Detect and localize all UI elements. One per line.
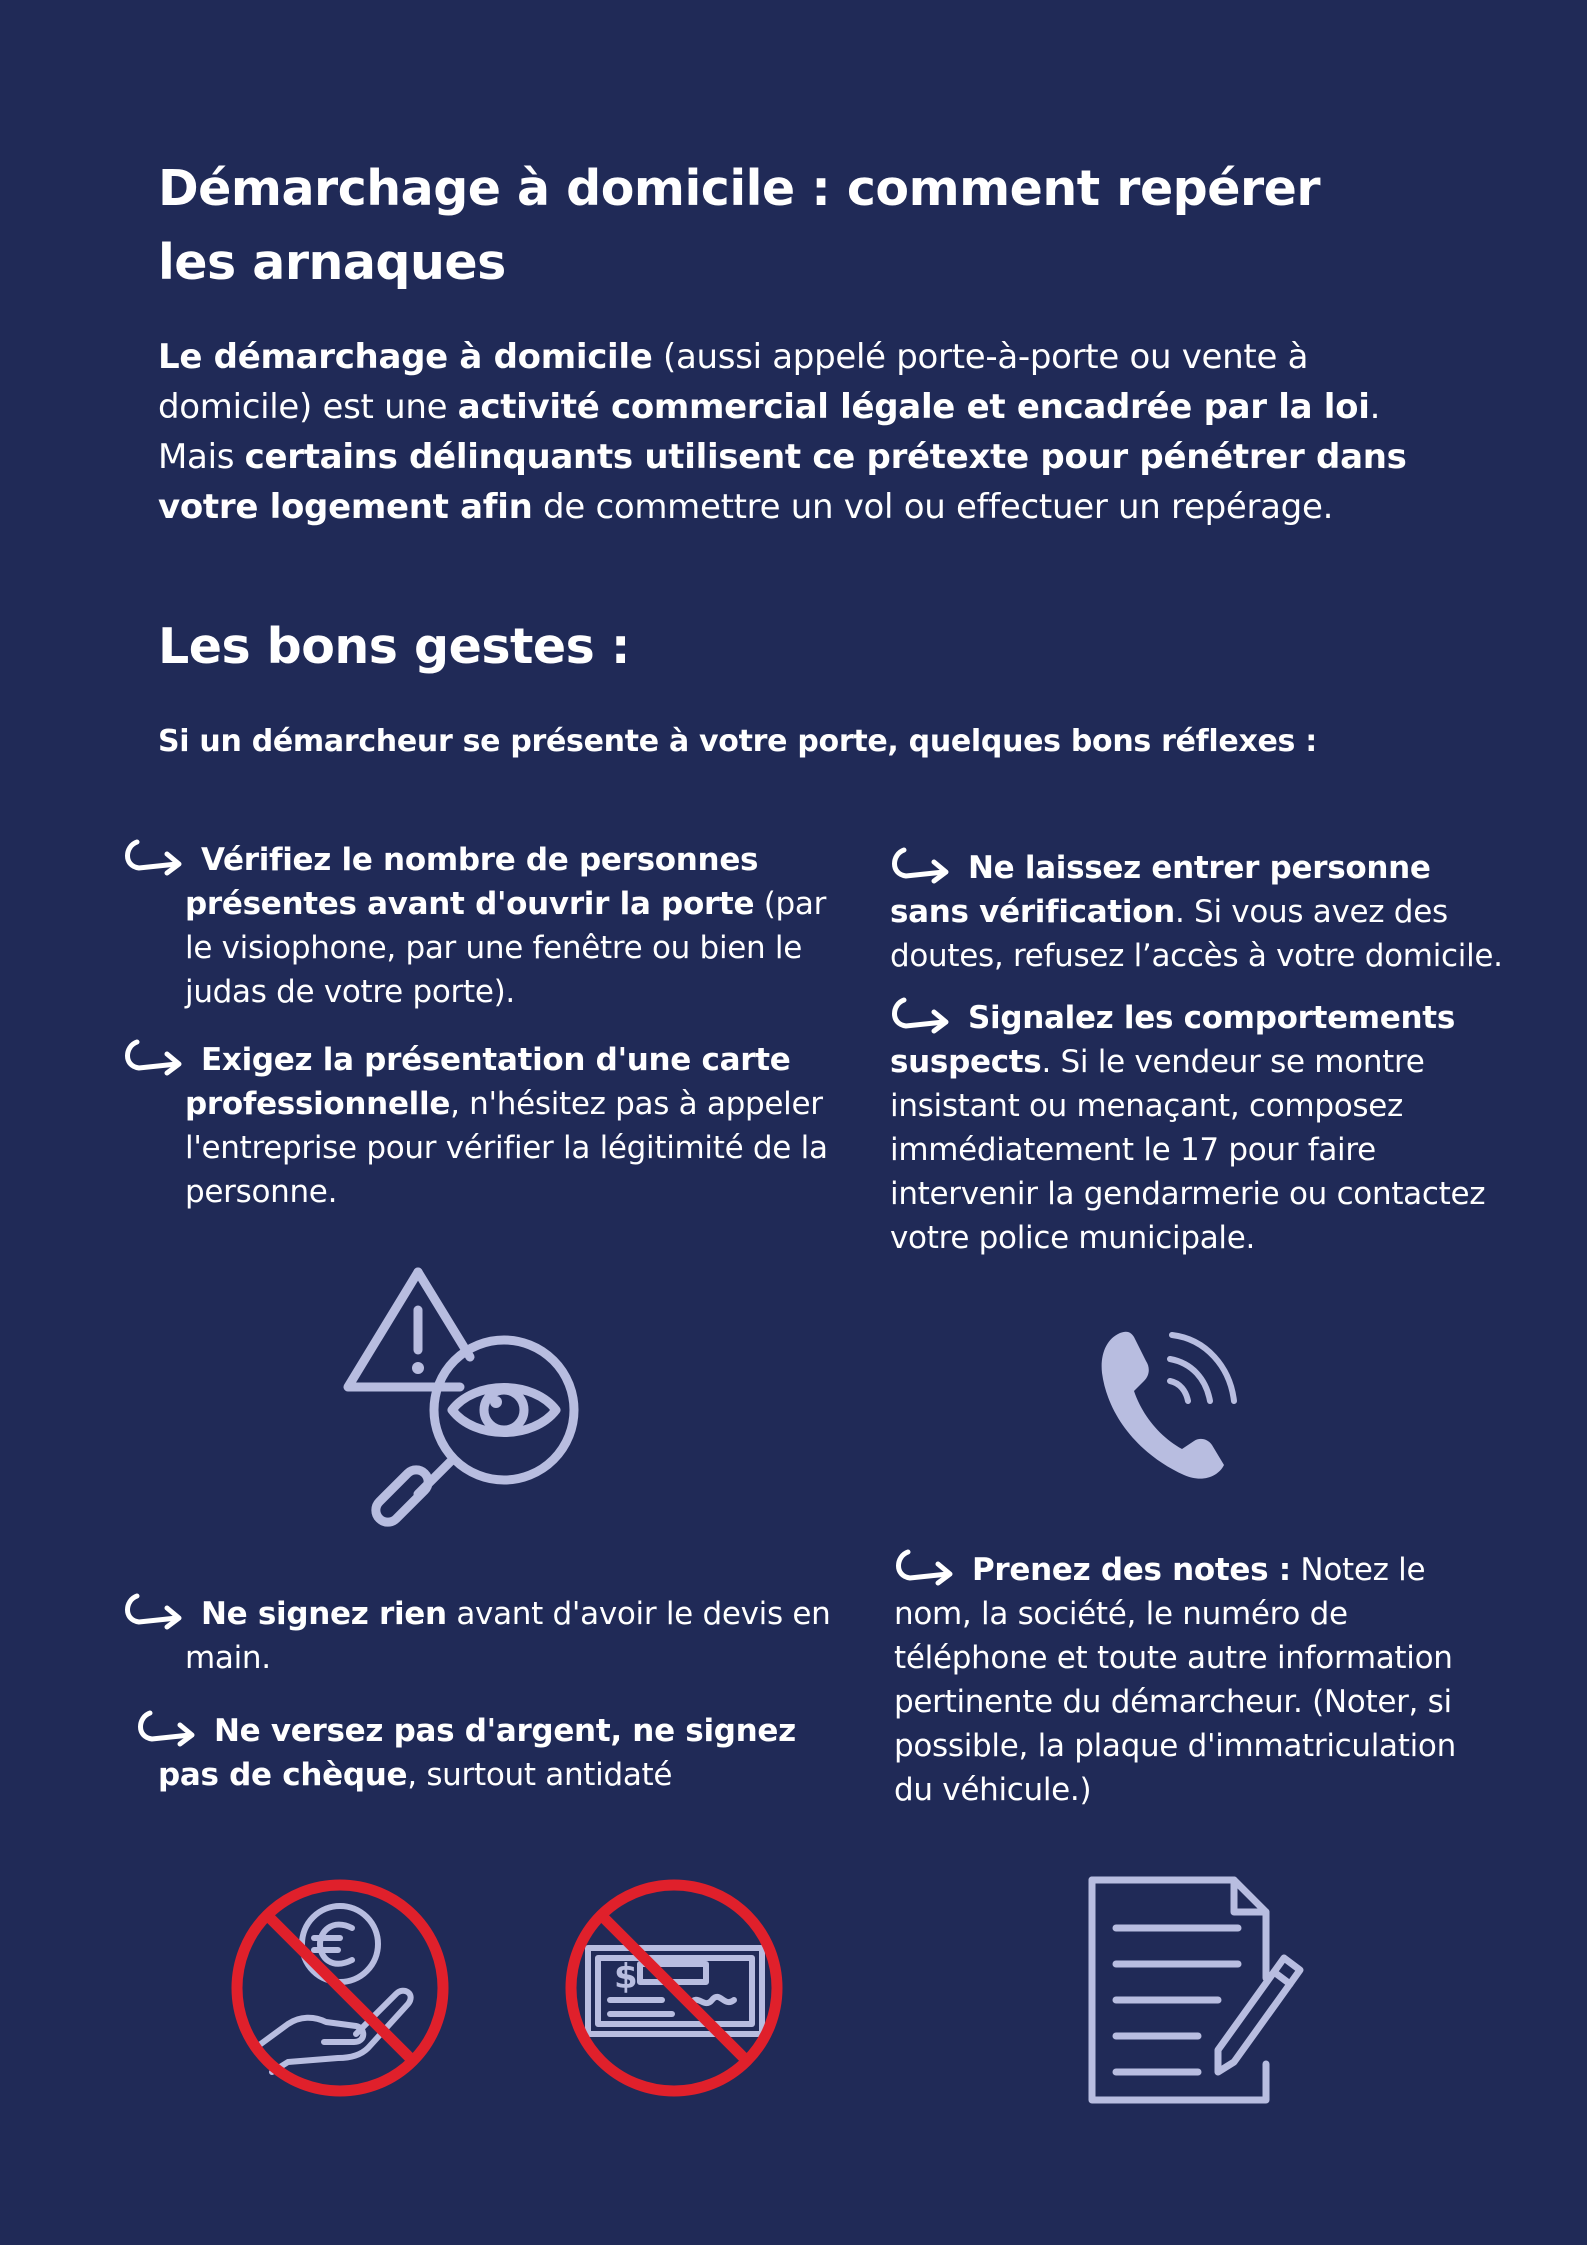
intro-text-2: . Mais bbox=[158, 387, 1381, 477]
warning-magnifier-eye-icon bbox=[340, 1262, 590, 1542]
intro-bold-2: activité commercial légale et encadrée par la loi bbox=[457, 387, 1370, 427]
intro-paragraph bbox=[158, 332, 1458, 532]
tip-sign-nothing bbox=[185, 1590, 835, 1680]
curved-arrow-icon bbox=[890, 844, 954, 884]
tip-take-notes bbox=[894, 1546, 1504, 1812]
tip-6-bold: Ne versez pas d'argent, ne signez pas de chèque bbox=[158, 1713, 796, 1793]
tip-report-suspects bbox=[890, 994, 1510, 1260]
tip-3-text: . Si vous avez des doutes, refusez l’accès à votre domicile. bbox=[890, 894, 1503, 974]
dollar-sign-icon: $ bbox=[614, 1957, 638, 1997]
tip-6-text: , surtout antidaté bbox=[407, 1757, 673, 1793]
lead-text: Si un démarcheur se présente à votre porte, quelques bons réflexes : bbox=[158, 724, 1317, 759]
tip-7-text: Notez le nom, la société, le numéro de téléphone et toute autre information pertinente du démarcheur. (Noter, si possible, la plaque d'immatriculation du véhicule.) bbox=[894, 1552, 1456, 1808]
document-pen-icon bbox=[1088, 1876, 1308, 2104]
tip-4-bold: Signalez les comportements suspects bbox=[890, 1000, 1455, 1080]
curved-arrow-icon bbox=[136, 1707, 200, 1747]
phone-ringing-icon bbox=[1098, 1325, 1248, 1485]
tip-1-bold: Vérifiez le nombre de personnes présentes avant d'ouvrir la porte bbox=[185, 842, 759, 922]
intro-bold-3: certains délinquants utilisent ce prétexte pour pénétrer dans votre logement afin bbox=[158, 437, 1407, 527]
no-cheque-icon bbox=[562, 1876, 787, 2101]
tip-3-bold: Ne laissez entrer personne sans vérification bbox=[890, 850, 1431, 930]
curved-arrow-icon bbox=[123, 1590, 187, 1630]
intro-text-3: de commettre un vol ou effectuer un repérage. bbox=[532, 487, 1334, 527]
curved-arrow-icon bbox=[123, 1036, 187, 1076]
section-title: Les bons gestes : bbox=[158, 618, 630, 675]
intro-text-1: (aussi appelé porte-à-porte ou vente à domicile) est une bbox=[158, 337, 1309, 427]
tip-1-text: (par le visiophone, par une fenêtre ou bien le judas de votre porte). bbox=[185, 886, 827, 1010]
tip-professional-card bbox=[185, 1036, 835, 1214]
tip-check-people bbox=[185, 836, 835, 1014]
curved-arrow-icon bbox=[894, 1546, 958, 1586]
no-money-hand-icon bbox=[228, 1876, 453, 2101]
tip-5-bold: Ne signez rien bbox=[201, 1596, 447, 1632]
tip-2-bold: Exigez la présentation d'une carte professionnelle bbox=[185, 1042, 791, 1122]
tip-5-text: avant d'avoir le devis en main. bbox=[185, 1596, 831, 1676]
curved-arrow-icon bbox=[890, 994, 954, 1034]
tip-no-entry bbox=[890, 844, 1510, 978]
intro-bold-1: Le démarchage à domicile bbox=[158, 337, 653, 377]
tip-2-text: , n'hésitez pas à appeler l'entreprise pour vérifier la légitimité de la personne. bbox=[185, 1086, 828, 1210]
tip-no-money bbox=[158, 1707, 838, 1797]
tip-4-text: . Si le vendeur se montre insistant ou menaçant, composez immédiatement le 17 pour faire intervenir la gendarmerie ou contactez votre police municipale. bbox=[890, 1044, 1486, 1256]
page-title: Démarchage à domicile : comment repérer les arnaques bbox=[158, 160, 1321, 291]
tip-7-bold: Prenez des notes : bbox=[972, 1552, 1291, 1588]
curved-arrow-icon bbox=[123, 836, 187, 876]
